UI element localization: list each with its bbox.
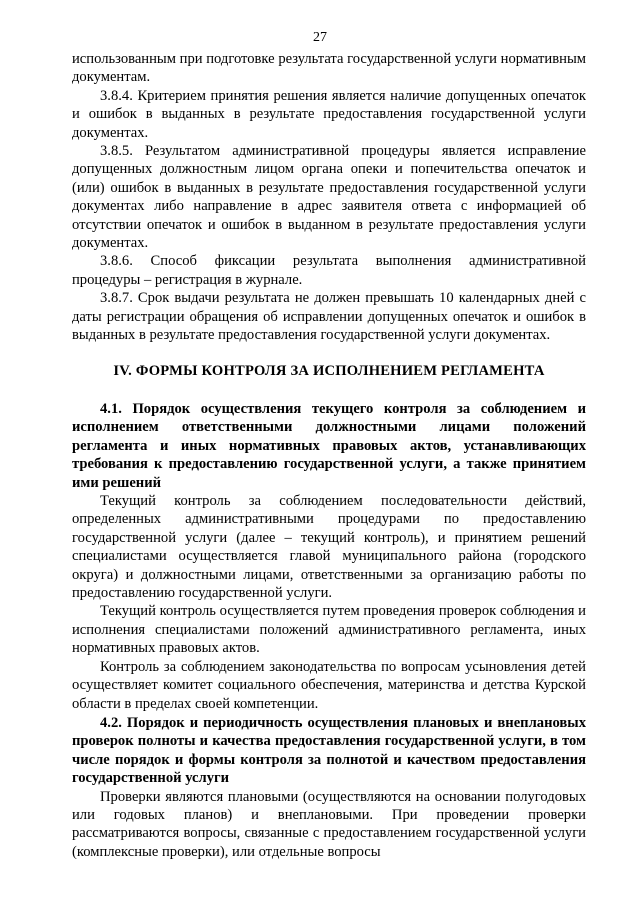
section-4-heading: IV. ФОРМЫ КОНТРОЛЯ ЗА ИСПОЛНЕНИЕМ РЕГЛАМЕНТА	[113, 363, 545, 379]
paragraph-3-8-4: 3.8.4. Критерием принятия решения является наличие допущенных опечаток и ошибок в выданных в результате предоставления государственной услуги документах.	[72, 87, 586, 141]
subsection-4-1	[72, 400, 586, 713]
subsection-4-2-title: 4.2. Порядок и периодичность осуществления плановых и внеплановых проверок полноты и качества предоставления государственной услуги, в том числе порядок и формы контроля за полнотой и качеством предоставления государственной услуги	[72, 715, 586, 787]
section-3-text	[72, 50, 586, 345]
paragraph-3-8-6: 3.8.6. Способ фиксации результата выполнения административной процедуры – регистрация в журнале.	[72, 253, 586, 288]
paragraph-continuation: использованным при подготовке результата государственной услуги нормативным документам.	[72, 51, 586, 86]
subsection-4-1-title: 4.1. Порядок осуществления текущего контроля за соблюдением и исполнением ответственными должностными лицами положений регламента и иных нормативных правовых актов, устанавливающих требования к предоставлению государственной услуги, а также принятием ими решений	[72, 401, 586, 491]
paragraph-4-1-2: Текущий контроль осуществляется путем проведения проверок соблюдения и исполнения специалистами положений административного регламента, иных нормативных правовых актов.	[72, 603, 586, 657]
paragraph-3-8-5: 3.8.5. Результатом административной процедуры является исправление допущенных должностным лицом органа опеки и попечительства опечаток и (или) ошибок в выданных в результате предоставления государственной услуги документах либо направление в адрес заявителя ответа с информацией об отсутствии опечаток и ошибок в выданном в результате предоставления услуги документах.	[72, 143, 586, 252]
subsection-4-2	[72, 714, 586, 861]
paragraph-3-8-7: 3.8.7. Срок выдачи результата не должен превышать 10 календарных дней с даты регистрации обращения об исправлении допущенных опечаток и ошибок в выданных в результате предоставления государственной услуги документах.	[72, 290, 586, 344]
paragraph-4-1-3: Контроль за соблюдением законодательства по вопросам усыновления детей осуществляет комитет социального обеспечения, материнства и детства Курской области в пределах своей компетенции.	[72, 658, 586, 712]
paragraph-4-2-1: Проверки являются плановыми (осуществляются на основании полугодовых или годовых планов) и внеплановыми. При проведении проверки рассматриваются вопросы, связанные с предоставлением государственной услуги (комплексные проверки), или отдельные вопросы	[72, 788, 586, 860]
page-number: 27	[313, 30, 327, 45]
paragraph-4-1-1: Текущий контроль за соблюдением последовательности действий, определенных административными процедурами по предоставлению государственной услуги (далее – текущий контроль), и принятием решений специалистами осуществляется главой муниципального района (городского округа) и должностными лицами, ответственными за организацию работы по предоставлению государственной услуги.	[72, 493, 586, 602]
